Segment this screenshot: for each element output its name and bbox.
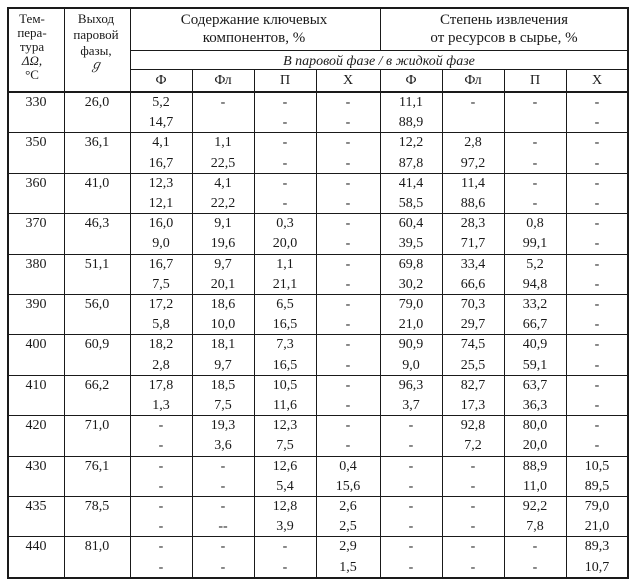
temperature-cell: 330 bbox=[25, 95, 47, 110]
table-cell: 89,5 bbox=[584, 478, 610, 494]
table-cell: 6,5 bbox=[276, 297, 294, 312]
table-cell: - bbox=[282, 115, 288, 131]
temperature-cell: 390 bbox=[25, 297, 47, 312]
table-cell: 58,5 bbox=[398, 196, 424, 211]
content-group-header-line-1: Содержание ключевых bbox=[180, 12, 328, 28]
table-cell: 7,5 bbox=[152, 276, 170, 292]
table-cell: 11,1 bbox=[399, 95, 423, 110]
grid-line-horizontal bbox=[8, 91, 628, 93]
table-cell: - bbox=[408, 539, 414, 555]
table-cell: - bbox=[532, 196, 538, 211]
table-cell: 28,3 bbox=[460, 216, 486, 232]
grid-line-horizontal bbox=[8, 213, 628, 214]
table-cell: 82,7 bbox=[460, 377, 486, 393]
column-header: Ф bbox=[405, 73, 417, 88]
table-cell: - bbox=[594, 256, 600, 272]
table-cell: 7,5 bbox=[214, 398, 232, 413]
table-cell: - bbox=[345, 438, 351, 454]
table-cell: 12,1 bbox=[148, 196, 174, 211]
column-header: Х bbox=[342, 73, 354, 88]
table-cell: - bbox=[282, 539, 288, 555]
table-cell: 7,8 bbox=[526, 519, 544, 535]
table-cell: 20,0 bbox=[522, 438, 548, 454]
grid-line-horizontal bbox=[8, 496, 628, 497]
table-cell: 9,7 bbox=[214, 357, 232, 373]
temperature-header-line-3: тура bbox=[19, 39, 45, 54]
table-cell: 2,8 bbox=[464, 135, 482, 151]
table-cell: 20,0 bbox=[272, 236, 298, 252]
grid-line-horizontal bbox=[8, 132, 628, 133]
table-cell: - bbox=[408, 458, 414, 474]
table-cell: 3,9 bbox=[276, 519, 294, 535]
table-cell: - bbox=[594, 216, 600, 232]
table-cell: 10,5 bbox=[272, 377, 298, 393]
table-cell: - bbox=[470, 539, 476, 555]
grid-line-horizontal bbox=[8, 294, 628, 295]
grid-line-horizontal bbox=[8, 536, 628, 537]
table-cell: - bbox=[158, 478, 164, 494]
phase-note: В паровой фазе / в жидкой фазе bbox=[283, 54, 475, 69]
table-cell: 79,0 bbox=[584, 499, 610, 514]
temperature-header-line-4: ΔΩ, bbox=[21, 53, 43, 68]
table-cell: - bbox=[345, 175, 351, 191]
grid-line-horizontal bbox=[8, 415, 628, 416]
table-cell: - bbox=[158, 559, 164, 575]
table-cell: 33,2 bbox=[522, 297, 548, 312]
table-cell: - bbox=[220, 458, 226, 474]
table-cell: - bbox=[532, 175, 538, 191]
table-cell: 2,9 bbox=[339, 539, 357, 555]
table-cell: - bbox=[594, 357, 600, 373]
table-cell: - bbox=[594, 398, 600, 413]
table-cell: - bbox=[594, 155, 600, 171]
table-cell: - bbox=[282, 155, 288, 171]
table-cell: - bbox=[345, 297, 351, 312]
table-cell: - bbox=[345, 398, 351, 413]
table-cell: 12,8 bbox=[272, 499, 298, 514]
table-cell: - bbox=[220, 478, 226, 494]
table-cell: - bbox=[282, 95, 288, 110]
table-cell: 71,7 bbox=[460, 236, 486, 252]
column-header: Фл bbox=[214, 73, 232, 88]
table-cell: - bbox=[158, 519, 164, 535]
vapor-yield-header-line-3: фазы, bbox=[80, 43, 112, 58]
vapor-yield-header-line-2: паровой bbox=[73, 27, 119, 42]
table-cell: 9,1 bbox=[214, 216, 232, 232]
table-cell: - bbox=[345, 337, 351, 353]
table-cell: 11,0 bbox=[523, 478, 547, 494]
grid-line-horizontal bbox=[8, 7, 628, 9]
table-cell: 19,3 bbox=[210, 418, 236, 434]
temperature-cell: 410 bbox=[25, 377, 47, 393]
table-cell: - bbox=[220, 499, 226, 514]
table-cell: - bbox=[408, 499, 414, 514]
table-cell: - bbox=[408, 438, 414, 454]
table-cell: 59,1 bbox=[522, 357, 548, 373]
table-cell: - bbox=[532, 539, 538, 555]
table-cell: 19,6 bbox=[210, 236, 236, 252]
temperature-cell: 430 bbox=[25, 458, 47, 474]
table-cell: 1,1 bbox=[214, 135, 232, 151]
table-cell: 94,8 bbox=[522, 276, 548, 292]
table-cell: - bbox=[594, 337, 600, 353]
vapor-yield-cell: 76,1 bbox=[84, 458, 110, 474]
table-cell: 22,5 bbox=[210, 155, 236, 171]
table-cell: - bbox=[532, 135, 538, 151]
table-cell: - bbox=[594, 297, 600, 312]
table-cell: 9,0 bbox=[152, 236, 170, 252]
table-cell: - bbox=[594, 317, 600, 333]
table-cell: 1,1 bbox=[276, 256, 294, 272]
table-cell: - bbox=[345, 135, 351, 151]
table-cell: - bbox=[408, 418, 414, 434]
table-cell: 69,8 bbox=[398, 256, 424, 272]
vapor-yield-cell: 60,9 bbox=[84, 337, 110, 353]
vapor-yield-cell: 66,2 bbox=[84, 377, 110, 393]
table-cell: - bbox=[408, 478, 414, 494]
table-cell: 88,6 bbox=[460, 196, 486, 211]
grid-line-horizontal bbox=[8, 577, 628, 579]
temperature-cell: 370 bbox=[25, 216, 47, 232]
table-cell: - bbox=[345, 155, 351, 171]
table-cell: 0,8 bbox=[526, 216, 544, 232]
table-cell: 17,3 bbox=[460, 398, 486, 413]
table-cell: - bbox=[345, 418, 351, 434]
table-cell: 16,0 bbox=[148, 216, 174, 232]
table-cell: 18,5 bbox=[210, 377, 236, 393]
table-cell: 10,5 bbox=[584, 458, 610, 474]
table-cell: - bbox=[282, 175, 288, 191]
table-cell: - bbox=[158, 418, 164, 434]
table-cell: - bbox=[470, 95, 476, 110]
table-cell: - bbox=[282, 196, 288, 211]
table-cell: - bbox=[470, 499, 476, 514]
table-cell: 92,2 bbox=[522, 499, 548, 514]
table-cell: 25,5 bbox=[460, 357, 486, 373]
table-cell: 4,1 bbox=[152, 135, 170, 151]
table-cell: 70,3 bbox=[460, 297, 486, 312]
table-cell: - bbox=[594, 95, 600, 110]
table-cell: 0,4 bbox=[339, 458, 357, 474]
table-cell: - bbox=[158, 539, 164, 555]
table-cell: - bbox=[345, 216, 351, 232]
table-cell: 10,7 bbox=[584, 559, 610, 575]
table-cell: - bbox=[220, 95, 226, 110]
table-cell: 87,8 bbox=[398, 155, 424, 171]
table-cell: - bbox=[345, 95, 351, 110]
temperature-cell: 360 bbox=[25, 175, 47, 191]
table-cell: 89,3 bbox=[584, 539, 610, 555]
table-cell: -- bbox=[218, 519, 228, 535]
vapor-yield-cell: 56,0 bbox=[84, 297, 110, 312]
table-cell: 17,2 bbox=[148, 297, 174, 312]
table-cell: 12,3 bbox=[148, 175, 174, 191]
vapor-yield-cell: 81,0 bbox=[84, 539, 110, 555]
temperature-cell: 380 bbox=[25, 256, 47, 272]
table-cell: - bbox=[594, 276, 600, 292]
table-cell: 21,0 bbox=[398, 317, 424, 333]
content-group-header-line-2: компонентов, % bbox=[202, 30, 306, 46]
table-cell: 7,2 bbox=[464, 438, 482, 454]
table-cell: 92,8 bbox=[460, 418, 486, 434]
table-cell: 1,3 bbox=[152, 398, 170, 413]
table-cell: 18,6 bbox=[210, 297, 236, 312]
table-cell: 12,6 bbox=[272, 458, 298, 474]
table-cell: 40,9 bbox=[522, 337, 548, 353]
table-cell: 3,6 bbox=[214, 438, 232, 454]
table-cell: 79,0 bbox=[398, 297, 424, 312]
table-cell: 16,5 bbox=[272, 317, 298, 333]
table-cell: 41,4 bbox=[398, 175, 424, 191]
table-cell: 12,2 bbox=[398, 135, 424, 151]
table-cell: 7,3 bbox=[276, 337, 294, 353]
table-cell: 2,8 bbox=[152, 357, 170, 373]
table-cell: - bbox=[470, 519, 476, 535]
vapor-yield-cell: 78,5 bbox=[84, 499, 110, 514]
vapor-yield-header-line-4: ℊ bbox=[89, 57, 103, 72]
temperature-cell: 350 bbox=[25, 135, 47, 151]
table-cell: - bbox=[345, 196, 351, 211]
table-cell: 66,6 bbox=[460, 276, 486, 292]
table-cell: 33,4 bbox=[460, 256, 486, 272]
table-cell: 60,4 bbox=[398, 216, 424, 232]
table-cell: - bbox=[345, 256, 351, 272]
vapor-yield-cell: 26,0 bbox=[84, 95, 110, 110]
table-cell: 11,6 bbox=[273, 398, 297, 413]
table-cell: 5,8 bbox=[152, 317, 170, 333]
table-cell: - bbox=[158, 499, 164, 514]
grid-line-horizontal bbox=[130, 50, 628, 51]
table-cell: 16,7 bbox=[148, 256, 174, 272]
table-cell: - bbox=[345, 236, 351, 252]
vapor-yield-cell: 46,3 bbox=[84, 216, 110, 232]
temperature-header-line-5: °C bbox=[25, 67, 39, 82]
vapor-yield-header-line-1: Выход bbox=[77, 11, 115, 26]
vapor-yield-cell: 36,1 bbox=[84, 135, 110, 151]
table-cell: - bbox=[532, 559, 538, 575]
table-cell: 16,5 bbox=[272, 357, 298, 373]
table-cell: 5,2 bbox=[526, 256, 544, 272]
grid-line-horizontal bbox=[8, 334, 628, 335]
table-cell: 12,3 bbox=[272, 418, 298, 434]
table-cell: 99,1 bbox=[522, 236, 548, 252]
table-cell: 18,2 bbox=[148, 337, 174, 353]
table-cell: 74,5 bbox=[460, 337, 486, 353]
table-cell: 21,1 bbox=[272, 276, 298, 292]
table-cell: 4,1 bbox=[214, 175, 232, 191]
temperature-cell: 440 bbox=[25, 539, 47, 555]
table-cell: 36,3 bbox=[522, 398, 548, 413]
column-header: Ф bbox=[155, 73, 167, 88]
table-cell: 90,9 bbox=[398, 337, 424, 353]
table-cell: 9,0 bbox=[402, 357, 420, 373]
temperature-header-line-1: Тем- bbox=[19, 11, 45, 26]
table-cell: 16,7 bbox=[148, 155, 174, 171]
table-cell: 29,7 bbox=[460, 317, 486, 333]
grid-line-horizontal bbox=[8, 254, 628, 255]
vapor-yield-cell: 41,0 bbox=[84, 175, 110, 191]
table-cell: - bbox=[345, 276, 351, 292]
table-cell: 15,6 bbox=[335, 478, 361, 494]
table-cell: - bbox=[345, 115, 351, 131]
table-cell: 5,2 bbox=[152, 95, 170, 110]
grid-line-horizontal bbox=[8, 375, 628, 376]
table-cell: 10,0 bbox=[210, 317, 236, 333]
table-cell: 66,7 bbox=[522, 317, 548, 333]
table-cell: - bbox=[220, 539, 226, 555]
table-cell: - bbox=[594, 438, 600, 454]
table-cell: - bbox=[470, 458, 476, 474]
table-cell: 18,1 bbox=[210, 337, 236, 353]
table-cell: 1,5 bbox=[339, 559, 357, 575]
table-cell: 63,7 bbox=[522, 377, 548, 393]
table-cell: - bbox=[532, 155, 538, 171]
table-cell: 2,5 bbox=[339, 519, 357, 535]
grid-line-horizontal bbox=[8, 173, 628, 174]
table-cell: 97,2 bbox=[460, 155, 486, 171]
table-cell: 14,7 bbox=[148, 115, 174, 131]
recovery-group-header-line-2: от ресурсов в сырье, % bbox=[430, 30, 578, 46]
table-cell: - bbox=[470, 478, 476, 494]
table-cell: 17,8 bbox=[148, 377, 174, 393]
table-cell: - bbox=[345, 357, 351, 373]
grid-line-horizontal bbox=[8, 456, 628, 457]
table-cell: 0,3 bbox=[276, 216, 294, 232]
table-cell: - bbox=[594, 377, 600, 393]
table-cell: - bbox=[470, 559, 476, 575]
table-cell: - bbox=[594, 418, 600, 434]
column-header: Фл bbox=[464, 73, 482, 88]
table-cell: 3,7 bbox=[402, 398, 420, 413]
table-cell: 20,1 bbox=[210, 276, 236, 292]
vapor-yield-cell: 71,0 bbox=[84, 418, 110, 434]
column-header: Х bbox=[591, 73, 603, 88]
column-header: П bbox=[529, 73, 541, 88]
table-cell: - bbox=[594, 175, 600, 191]
table-cell: 39,5 bbox=[398, 236, 424, 252]
table-cell: 80,0 bbox=[522, 418, 548, 434]
table-cell: - bbox=[158, 458, 164, 474]
table-cell: - bbox=[532, 95, 538, 110]
table-cell: - bbox=[594, 196, 600, 211]
table-cell: 88,9 bbox=[398, 115, 424, 131]
table-cell: 22,2 bbox=[210, 196, 236, 211]
table-cell: - bbox=[408, 519, 414, 535]
table-cell: - bbox=[594, 135, 600, 151]
table-cell: - bbox=[345, 377, 351, 393]
table-cell: - bbox=[282, 559, 288, 575]
column-header: П bbox=[279, 73, 291, 88]
recovery-group-header-line-1: Степень извлечения bbox=[439, 12, 569, 28]
temperature-cell: 400 bbox=[25, 337, 47, 353]
temperature-cell: 420 bbox=[25, 418, 47, 434]
grid-line-horizontal bbox=[130, 69, 628, 70]
temperature-header-line-2: пера- bbox=[17, 25, 47, 40]
table-cell: 21,0 bbox=[584, 519, 610, 535]
table-cell: - bbox=[220, 559, 226, 575]
table-cell: 96,3 bbox=[398, 377, 424, 393]
table-cell: - bbox=[345, 317, 351, 333]
table-cell: 88,9 bbox=[522, 458, 548, 474]
table-cell: 9,7 bbox=[214, 256, 232, 272]
table-cell: 30,2 bbox=[398, 276, 424, 292]
table-cell: 11,4 bbox=[461, 175, 485, 191]
table-cell: - bbox=[282, 135, 288, 151]
table-cell: 7,5 bbox=[276, 438, 294, 454]
table-cell: - bbox=[408, 559, 414, 575]
table-cell: - bbox=[594, 236, 600, 252]
table-cell: - bbox=[158, 438, 164, 454]
temperature-cell: 435 bbox=[25, 499, 47, 514]
table-cell: - bbox=[594, 115, 600, 131]
vapor-yield-cell: 51,1 bbox=[84, 256, 110, 272]
grid-line-vertical bbox=[64, 7, 65, 577]
table-cell: 2,6 bbox=[339, 499, 357, 514]
table-cell: 5,4 bbox=[276, 478, 294, 494]
